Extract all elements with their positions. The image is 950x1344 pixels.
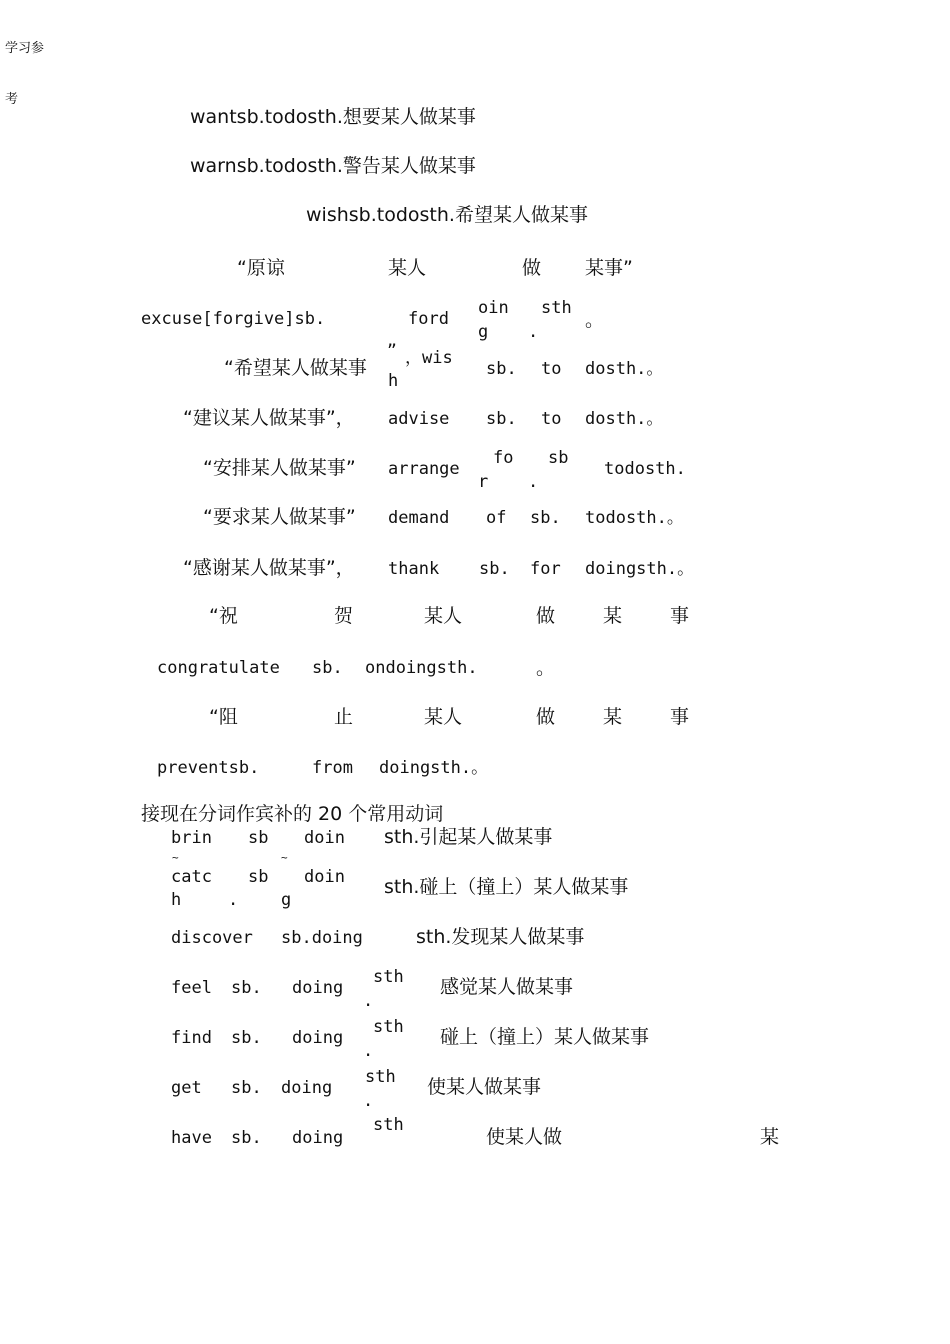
discover-verb: discover — [171, 928, 253, 948]
arrange-dot: . — [528, 472, 539, 492]
prevent-doingsth: doingsth.。 — [379, 758, 489, 778]
arrange-cn: “安排某人做某事” — [203, 457, 356, 479]
feel-doing: doing — [292, 978, 344, 998]
forgive-en-end: 。 — [585, 309, 605, 331]
prevent-cn-5: 某 — [603, 706, 623, 728]
thank-sb: sb. — [479, 559, 510, 579]
hope-h: h — [388, 371, 399, 391]
forgive-en-sth: sth — [541, 298, 572, 318]
advise-verb: advise — [388, 409, 450, 429]
catch-dot: . — [228, 890, 239, 910]
get-verb: get — [171, 1078, 202, 1098]
forgive-en-g: g — [478, 322, 489, 342]
have-verb: have — [171, 1128, 212, 1148]
find-sth: sth — [373, 1017, 404, 1037]
catch-sb: sb — [248, 867, 269, 887]
congrat-cn-2: 贺 — [334, 605, 354, 627]
hope-to: to — [541, 359, 562, 379]
congrat-cn-1: “祝 — [209, 605, 238, 627]
find-meaning: 碰上（撞上）某人做某事 — [440, 1026, 650, 1048]
phrase-warn: warnsb.todosth.警告某人做某事 — [190, 155, 476, 177]
catch-meaning: sth.碰上（撞上）某人做某事 — [384, 876, 629, 898]
have-sth: sth — [373, 1115, 404, 1135]
section-heading: 接现在分词作宾补的 20 个常用动词 — [141, 803, 444, 825]
catch-g: g — [281, 890, 292, 910]
get-meaning: 使某人做某事 — [427, 1076, 542, 1098]
bring-sb: sb — [248, 828, 269, 848]
forgive-en-dot: . — [528, 322, 539, 342]
get-sb: sb. — [231, 1078, 262, 1098]
arrange-verb: arrange — [388, 459, 460, 479]
header-line-2: 考 — [5, 92, 19, 107]
forgive-en-ford: ford — [408, 309, 449, 329]
arrange-sb: sb — [548, 448, 569, 468]
tilde-mark-2: ~ — [281, 851, 288, 864]
congrat-ondoing: ondoingsth. — [365, 658, 478, 678]
get-doing: doing — [281, 1078, 333, 1098]
prevent-cn-2: 止 — [334, 706, 354, 728]
prevent-cn-1: “阻 — [209, 706, 238, 728]
hope-sb: sb. — [486, 359, 517, 379]
prevent-from: from — [312, 758, 353, 778]
find-doing: doing — [292, 1028, 344, 1048]
get-dot: . — [363, 1091, 374, 1111]
demand-of: of — [486, 508, 507, 528]
feel-sth: sth — [373, 967, 404, 987]
feel-meaning: 感觉某人做某事 — [440, 976, 574, 998]
have-meaning: 使某人做 — [486, 1126, 563, 1148]
find-dot: . — [363, 1041, 374, 1061]
tilde-mark-1: ~ — [172, 851, 179, 864]
thank-cn: “感谢某人做某事”， — [183, 557, 355, 579]
thank-doingsth: doingsth.。 — [585, 559, 695, 579]
bring-meaning: sth.引起某人做某事 — [384, 826, 553, 848]
forgive-cn-4: 某事” — [585, 257, 633, 279]
find-sb: sb. — [231, 1028, 262, 1048]
congrat-cn-6: 事 — [670, 605, 690, 627]
have-sb: sb. — [231, 1128, 262, 1148]
advise-sb: sb. — [486, 409, 517, 429]
demand-todosth: todosth.。 — [585, 508, 684, 528]
discover-meaning: sth.发现某人做某事 — [416, 926, 585, 948]
congrat-verb: congratulate — [157, 658, 280, 678]
header-line-1: 学习参 — [5, 41, 45, 56]
arrange-r: r — [478, 472, 489, 492]
congrat-cn-4: 做 — [536, 605, 556, 627]
find-verb: find — [171, 1028, 212, 1048]
hope-quote: ” — [387, 340, 397, 362]
advise-cn: “建议某人做某事”， — [183, 407, 355, 429]
arrange-fo: fo — [493, 448, 514, 468]
advise-to: to — [541, 409, 562, 429]
discover-sbdoing: sb.doing — [281, 928, 363, 948]
prevent-verb: preventsb. — [157, 758, 260, 778]
bring-verb: brin — [171, 828, 212, 848]
feel-sb: sb. — [231, 978, 262, 998]
phrase-want: wantsb.todosth.想要某人做某事 — [190, 106, 476, 128]
feel-verb: feel — [171, 978, 212, 998]
congrat-end: 。 — [536, 657, 556, 679]
thank-for: for — [530, 559, 561, 579]
prevent-cn-4: 做 — [536, 706, 556, 728]
demand-sb: sb. — [530, 508, 561, 528]
congrat-sb: sb. — [312, 658, 343, 678]
forgive-cn-2: 某人 — [388, 257, 427, 279]
demand-cn: “要求某人做某事” — [203, 506, 356, 528]
feel-dot: . — [363, 991, 374, 1011]
thank-verb: thank — [388, 559, 440, 579]
congrat-cn-5: 某 — [603, 605, 623, 627]
hope-dosth: dosth.。 — [585, 359, 664, 379]
bring-doin: doin — [304, 828, 345, 848]
have-meaning-tail: 某 — [760, 1126, 780, 1148]
forgive-cn-1: “原谅 — [237, 257, 285, 279]
forgive-cn-3: 做 — [522, 257, 542, 279]
catch-verb: catc — [171, 867, 212, 887]
arrange-todosth: todosth. — [604, 459, 686, 479]
phrase-wish: wishsb.todosth.希望某人做某事 — [306, 204, 588, 226]
congrat-cn-3: 某人 — [424, 605, 463, 627]
prevent-cn-3: 某人 — [424, 706, 463, 728]
catch-h: h — [171, 890, 182, 910]
hope-wis: ，wis — [405, 348, 453, 368]
catch-doin: doin — [304, 867, 345, 887]
get-sth: sth — [365, 1067, 396, 1087]
forgive-en-verb: excuse[forgive]sb. — [141, 309, 326, 329]
advise-dosth: dosth.。 — [585, 409, 664, 429]
page-header-label — [5, 6, 44, 125]
have-doing: doing — [292, 1128, 344, 1148]
prevent-cn-6: 事 — [670, 706, 690, 728]
demand-verb: demand — [388, 508, 450, 528]
forgive-en-oin: oin — [478, 298, 509, 318]
hope-cn: “希望某人做某事 — [224, 357, 367, 379]
